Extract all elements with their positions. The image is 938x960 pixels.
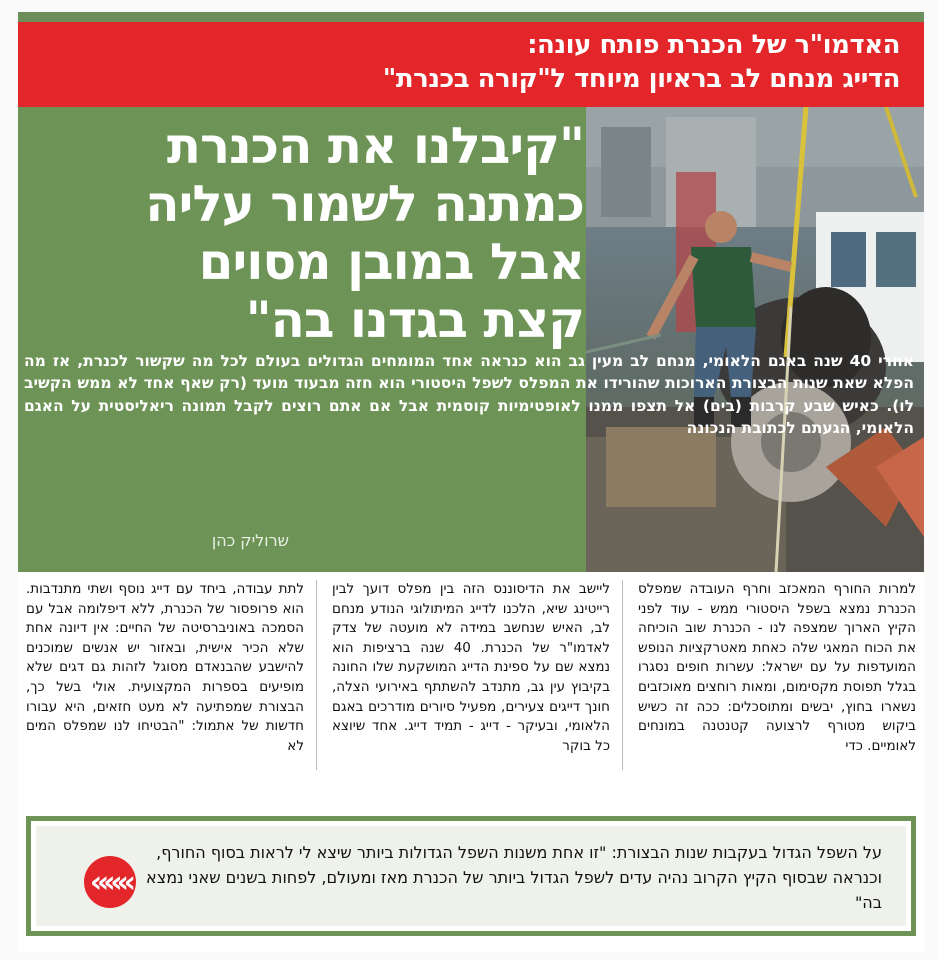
pull-quote-box	[26, 816, 916, 936]
fisherman-photo	[586, 107, 924, 572]
pull-quote-text: על השפל הגדול בעקבות שנות הבצורת: "זו אחת משנות השפל הגדולות ביותר שיצא לי לראות בסוף החורף, וכנראה שבסוף הקיץ הקרוב נהיה עדים לשפל הגדול ביותר של הכנרת מאז ומעולם, לפחות בשנים שאני נמצא בה"	[146, 843, 882, 912]
top-strip	[18, 12, 924, 22]
hero-section	[18, 107, 924, 572]
headline-line: אבל במובן מסוים	[198, 233, 584, 291]
lede-paragraph: אחרי 40 שנה באגם הלאומי, מנחם לב מעין גב הוא כנראה אחד המומחים הגדולים בעולם לכל מה שקשור לכנרת, אז מה הפלא שאת שנות הבצורת הארוכות שהורידו את המפלס לשפל היסטורי הוא חזה מבעוד מועד (רק שאף אחד לא ממש הקשיב לו). כאיש שבע קרבות (בים) אל תצפו ממנו לאופטימיות קוסמית אבל אם אתם רוצים לקבל תמונה ריאליסטית על האגם הלאומי, הגעתם לכתובת הנכונה	[24, 352, 914, 437]
kicker-line-1: האדמו"ר של הכנרת פותח עונה:	[527, 30, 900, 60]
body-columns	[26, 580, 916, 780]
byline: שרוליק כהן	[211, 531, 289, 550]
headline	[24, 117, 584, 349]
kicker-line-2: הדייג מנחם לב בראיון מיוחד ל"קורה בכנרת"	[382, 64, 900, 94]
pull-quote-inner	[36, 826, 906, 926]
headline-line: קצת בגדנו בה"	[245, 291, 584, 349]
fisherman-photo-illustration	[586, 107, 924, 572]
chevrons-left-icon: «««	[84, 856, 136, 908]
body-column-1: למרות החורף המאכזב וחרף העובדה שמפלס הכנרת נמצא בשפל היסטורי ממש - עוד לפני הקיץ הארוך שמצפה לנו - הכנרת שוב הוכיחה את הכוח המאגי שלה כאחת מאטרקציות הנופש המועדפות על עם ישראל: עשרות חופים נסגרו בגלל תפוסת מקסימום, ומאות רוחצים מאוכזבים נשארו בחוץ, יבשים ומתוסכלים: ככה זה כשיש ביקוש מטורף לרצועה קטנטנה במונחים לאומיים. כדי	[638, 581, 916, 754]
headline-line: "קיבלנו את הכנרת	[166, 117, 584, 175]
body-column-3: לתת עבודה, ביחד עם דייג נוסף ושתי מתנדבות. הוא פרופסור של הכנרת, ללא דיפלומה אבל עם הסמכה באוניברסיטה של החיים: אין דיונה אחת שלא הכיר אישית, ובאזור יש אנשים שמוכנים להישבע שהבנאדם מסוגל לזהות גם דגים שלא מופיעים בספרות המקצועית. אולי בשל כך, הבצורת שמפתיעה לא מעט חזאים, היא עבורו חדשות של אתמול: "הבטיחו לנו שמפלס המים לא	[26, 581, 304, 754]
column-divider	[622, 580, 623, 770]
column-divider	[316, 580, 317, 770]
headline-line: כמתנה לשמור עליה	[145, 175, 584, 233]
body-column-2: ליישב את הדיסוננס הזה בין מפלס דועך לבין רייטינג שיא, הלכנו לדייג המיתולוגי הנודע מנחם לב, האיש שנחשב במידה לא מועטה של צדק לאדמו"ר של הכנרת. 40 שנה ברציפות הוא נמצא שם על ספינת הדייג המושקעת שלו החונה בקיבוץ עין גב, מתנדב להשתתף באירועי הצלה, חונך דייגים צעירים, מפעיל סיורים מודרכים באגם הלאומי, ובעיקר - דייג - תמיד דייג. אחד שיוצא כל בוקר	[332, 581, 610, 754]
kicker-banner	[18, 22, 924, 107]
